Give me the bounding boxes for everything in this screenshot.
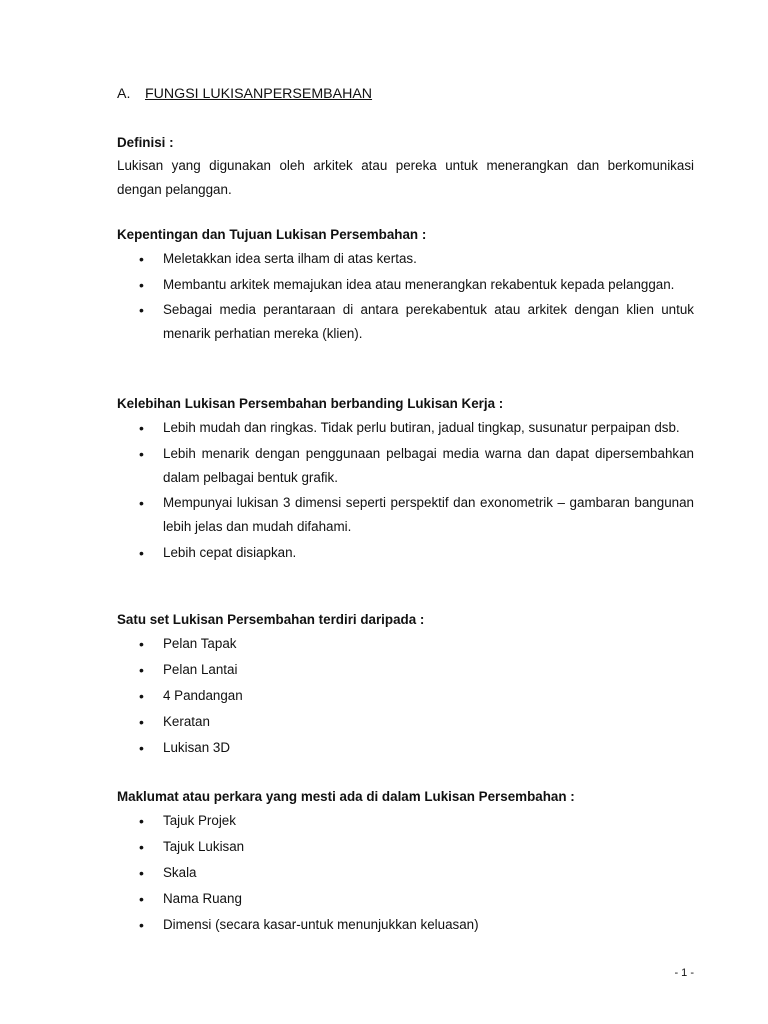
list-item: • Tajuk Lukisan (117, 835, 694, 859)
kelebihan-list (117, 416, 694, 565)
kelebihan-section (117, 394, 694, 566)
list-item: • Meletakkan idea serta ilham di atas kertas. (117, 247, 694, 271)
list-item: • Membantu arkitek memajukan idea atau menerangkan rekabentuk kepada pelanggan. (117, 273, 694, 297)
list-item: • Lukisan 3D (117, 736, 694, 760)
kepentingan-section (117, 225, 694, 348)
satu-set-label: Satu set Lukisan Persembahan terdiri daripada : (117, 612, 425, 627)
list-item: • Skala (117, 861, 694, 885)
definisi-label: Definisi : (117, 135, 174, 150)
list-item: • Lebih menarik dengan penggunaan pelbagai media warna dan dapat dipersembahkan dalam pelbagai bentuk grafik. (117, 442, 694, 490)
page-number: - 1 - (674, 967, 694, 979)
satu-set-section (117, 610, 694, 762)
section-letter: A. (117, 86, 131, 102)
list-item: • Pelan Tapak (117, 632, 694, 656)
list-item: • Keratan (117, 710, 694, 734)
list-item: • Nama Ruang (117, 887, 694, 911)
list-item: • Lebih cepat disiapkan. (117, 541, 694, 565)
kepentingan-label: Kepentingan dan Tujuan Lukisan Persembahan : (117, 227, 427, 242)
list-item: • Pelan Lantai (117, 658, 694, 682)
kelebihan-label: Kelebihan Lukisan Persembahan berbanding Lukisan Kerja : (117, 396, 504, 411)
list-item: • Lebih mudah dan ringkas. Tidak perlu butiran, jadual tingkap, susunatur perpaipan dsb. (117, 416, 694, 440)
maklumat-section (117, 787, 694, 939)
definisi-text: Lukisan yang digunakan oleh arkitek atau pereka untuk menerangkan dan berkomunikasi dengan pelanggan. (117, 158, 694, 197)
list-item: • Tajuk Projek (117, 809, 694, 833)
list-item: • Dimensi (secara kasar-untuk menunjukkan keluasan) (117, 913, 694, 937)
list-item: • 4 Pandangan (117, 684, 694, 708)
list-item: • Sebagai media perantaraan di antara perekabentuk atau arkitek dengan klien untuk menarik perhatian mereka (klien). (117, 298, 694, 346)
kepentingan-list (117, 247, 694, 346)
maklumat-label: Maklumat atau perkara yang mesti ada di dalam Lukisan Persembahan : (117, 789, 575, 804)
section-title: FUNGSI LUKISANPERSEMBAHAN (145, 86, 373, 102)
section-heading (117, 86, 372, 102)
list-item: • Mempunyai lukisan 3 dimensi seperti perspektif dan exonometrik – gambaran bangunan lebih jelas dan mudah difahami. (117, 491, 694, 539)
satu-set-list (117, 632, 694, 760)
maklumat-list (117, 809, 694, 937)
definisi-section (117, 133, 694, 202)
